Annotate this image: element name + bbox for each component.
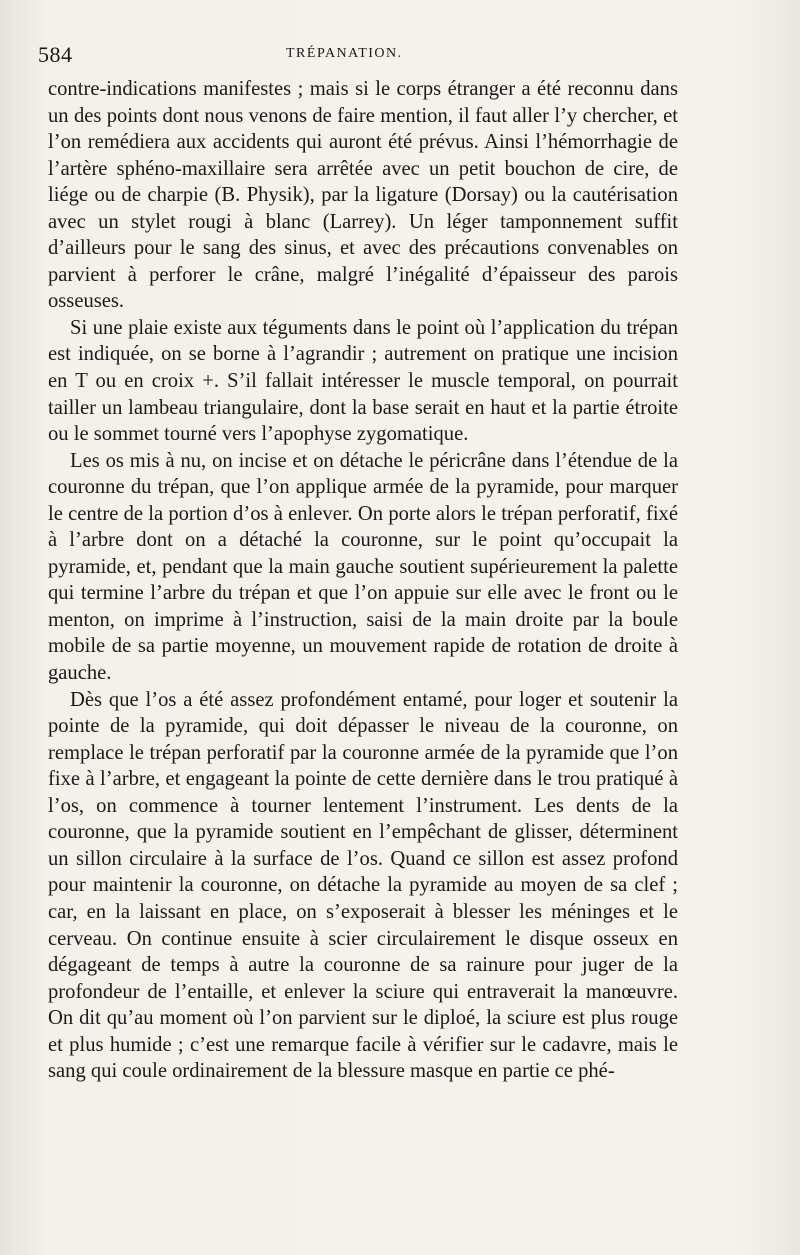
running-title: TRÉPANATION. <box>286 46 403 61</box>
paragraph-1: contre-indications manifestes ; mais si le corps étranger a été reconnu dans un des points dont nous venons de faire mention, il faut aller l’y chercher, et l’on remédiera aux accidents qui auront été prévus. Ainsi l’hémorrhagie de l’artère sphéno-maxillaire sera arrêtée avec un petit bouchon de cire, de liége ou de charpie (B. Physik), par la ligature (Dorsay) ou la cautérisation avec un stylet rougi à blanc (Larrey). Un léger tamponnement suffit d’ailleurs pour le sang des sinus, et avec des précautions convenables on parvient à perforer le crâne, malgré l’inégalité d’épaisseur des parois osseuses. <box>48 78 678 313</box>
page-number: 584 <box>38 42 73 67</box>
paragraph-4: Dès que l’os a été assez profondément entamé, pour loger et soutenir la pointe de la pyramide, qui doit dépasser le niveau de la couronne, on remplace le trépan perforatif par la couronne armée de la pyramide que l’on fixe à l’arbre, et engageant la pointe de cette dernière dans le trou pratiqué à l’os, on commence à tourner lentement l’instrument. Les dents de la couronne, que la pyramide soutient en l’empêchant de glisser, déterminent un sillon circulaire à la surface de l’os. Quand ce sillon est assez profond pour maintenir la couronne, on détache la pyramide au moyen de sa clef ; car, en la laissant en place, on s’exposerait à blesser les méninges et le cerveau. On continue ensuite à scier circulairement le disque osseux en dégageant de temps à autre la couronne de sa rainure pour juger de la profondeur de l’entaille, et enlever la sciure qui entraverait la manœuvre. On dit qu’au moment où l’on parvient sur le diploé, la sciure est plus rouge et plus humide ; c’est une remarque facile à vérifier sur le cadavre, mais le sang qui coule ordinairement de la blessure masque en partie ce phé- <box>48 688 678 1083</box>
paragraph-3: Les os mis à nu, on incise et on détache le péricrâne dans l’étendue de la couronne du trépan, que l’on applique armée de la pyramide, pour marquer le centre de la portion d’os à enlever. On porte alors le trépan perforatif, fixé à l’arbre dont on a détaché la couronne, sur le point qu’occupait la pyramide, et, pendant que la main gauche soutient supérieurement la palette qui termine l’arbre du trépan et que l’on appuie sur elle avec le front ou le menton, on imprime à l’instruction, saisi de la main droite par la boule mobile de sa partie moyenne, un mouvement rapide de rotation de droite à gauche. <box>48 449 678 685</box>
paragraph-2: Si une plaie existe aux téguments dans le point où l’application du trépan est indiquée, on se borne à l’agrandir ; autrement on pratique une incision en T ou en croix +. S’il fallait intéresser le muscle temporal, on pourrait tailler un lambeau triangulaire, dont la base serait en haut et la partie étroite ou le sommet tourné vers l’apophyse zygomatique. <box>48 316 678 446</box>
page-header <box>38 40 688 72</box>
body-text <box>48 76 678 1085</box>
